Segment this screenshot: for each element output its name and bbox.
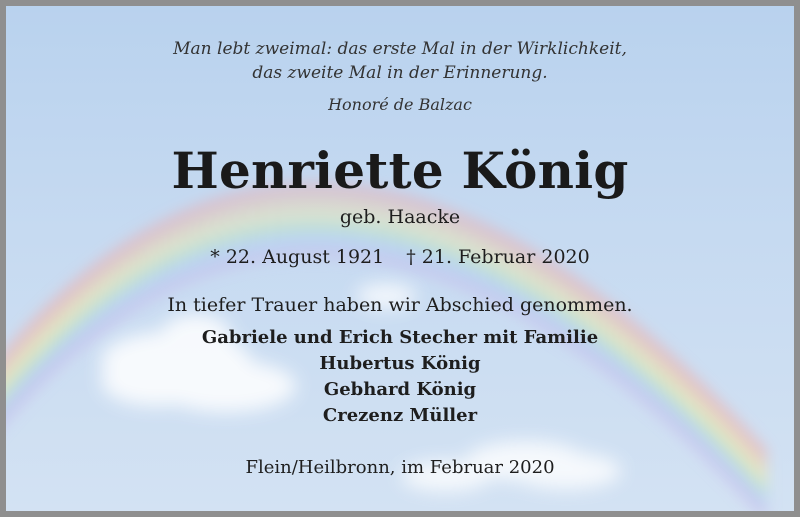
birth-name: geb. Haacke bbox=[339, 206, 461, 228]
mourning-text: In tiefer Trauer haben wir Abschied genommen. bbox=[167, 294, 633, 316]
quote-line-1: Man lebt zweimal: das erste Mal in der Wirklichkeit, bbox=[173, 39, 627, 59]
death-date: † 21. Februar 2020 bbox=[406, 246, 590, 268]
life-dates bbox=[6, 246, 794, 268]
mourner-name: Crezenz Müller bbox=[322, 405, 478, 426]
birth-date: * 22. August 1921 bbox=[210, 246, 385, 268]
deceased-name: Henriette König bbox=[171, 141, 629, 200]
mourner-name: Gabriele und Erich Stecher mit Familie bbox=[201, 327, 599, 348]
quote-author: Honoré de Balzac bbox=[328, 95, 472, 114]
quote-line-2: das zweite Mal in der Erinnerung. bbox=[252, 63, 548, 83]
mourner-name: Hubertus König bbox=[319, 353, 481, 374]
place-and-date: Flein/Heilbronn, im Februar 2020 bbox=[245, 457, 555, 478]
mourner-name: Gebhard König bbox=[323, 379, 477, 400]
